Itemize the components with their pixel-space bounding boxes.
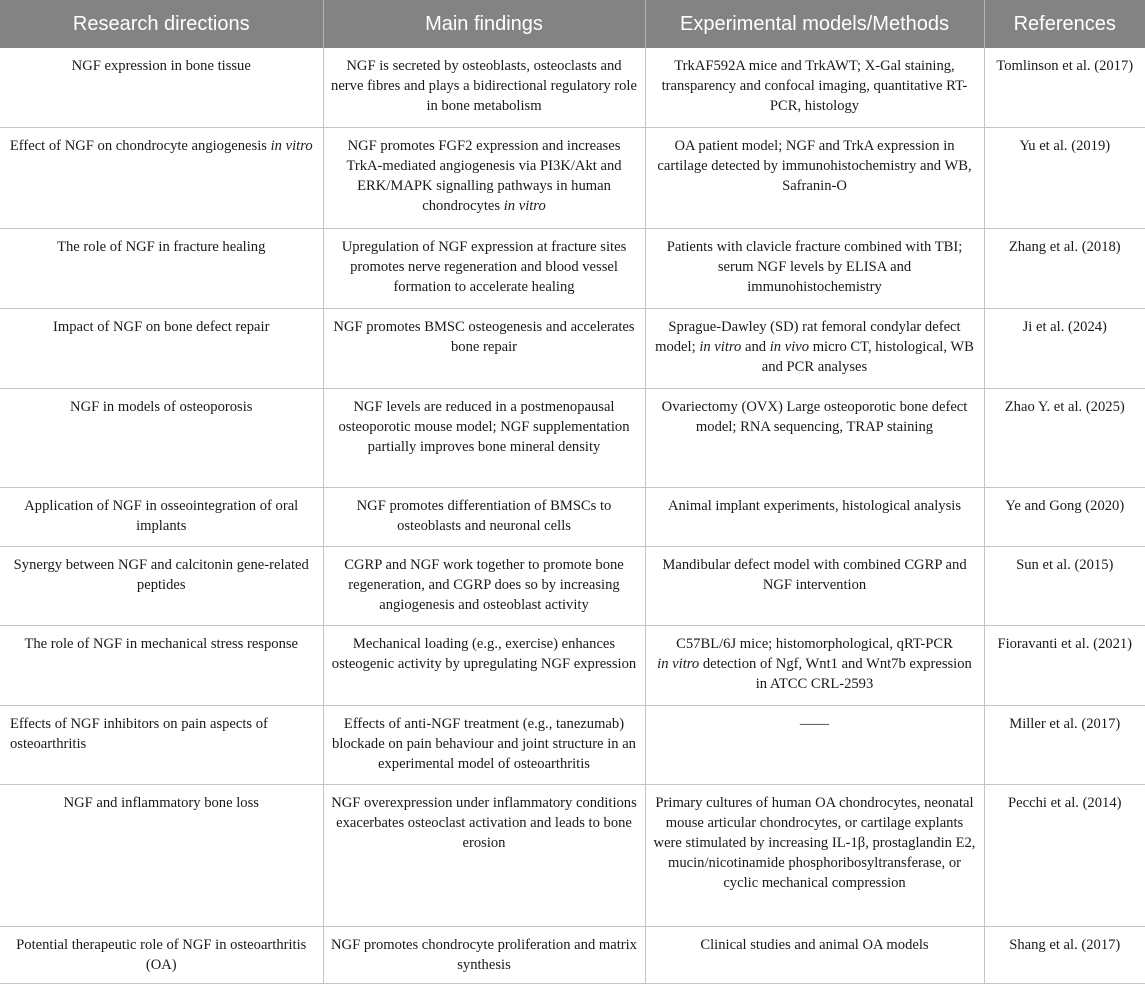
cell-methods-text: C57BL/6J mice; histomorphological, qRT-PCR bbox=[676, 635, 953, 652]
header-main-findings: Main findings bbox=[323, 0, 645, 48]
cell-methods: Clinical studies and animal OA models bbox=[645, 926, 984, 983]
cell-methods-text: detection of Ngf, Wnt1 and Wnt7b expression in ATCC CRL-2593 bbox=[702, 655, 972, 692]
cell-direction: The role of NGF in fracture healing bbox=[0, 228, 323, 308]
cell-methods: TrkAF592A mice and TrkAWT; X-Gal staining, transparency and confocal imaging, quantitative RT-PCR, histology bbox=[645, 48, 984, 127]
table-header bbox=[0, 0, 1145, 48]
cell-direction: NGF in models of osteoporosis bbox=[0, 388, 323, 487]
cell-direction: Application of NGF in osseointegration of oral implants bbox=[0, 487, 323, 546]
cell-direction bbox=[0, 127, 323, 228]
table-row bbox=[0, 926, 1145, 983]
cell-reference: Ji et al. (2024) bbox=[984, 308, 1145, 388]
header-references: References bbox=[984, 0, 1145, 48]
cell-reference: Yu et al. (2019) bbox=[984, 127, 1145, 228]
cell-reference: Zhao Y. et al. (2025) bbox=[984, 388, 1145, 487]
cell-findings: NGF promotes chondrocyte proliferation and matrix synthesis bbox=[323, 926, 645, 983]
cell-direction: NGF and inflammatory bone loss bbox=[0, 784, 323, 926]
table-row bbox=[0, 625, 1145, 705]
table-row bbox=[0, 487, 1145, 546]
cell-direction-text: Effect of NGF on chondrocyte angiogenesis bbox=[9, 137, 267, 154]
cell-reference: Fioravanti et al. (2021) bbox=[984, 625, 1145, 705]
header-experimental-methods: Experimental models/Methods bbox=[645, 0, 984, 48]
cell-reference: Sun et al. (2015) bbox=[984, 546, 1145, 625]
cell-methods: Mandibular defect model with combined CGRP and NGF intervention bbox=[645, 546, 984, 625]
table-row bbox=[0, 388, 1145, 487]
table-row bbox=[0, 228, 1145, 308]
cell-direction: Impact of NGF on bone defect repair bbox=[0, 308, 323, 388]
cell-direction: Potential therapeutic role of NGF in osteoarthritis (OA) bbox=[0, 926, 323, 983]
cell-findings: NGF levels are reduced in a postmenopausal osteoporotic mouse model; NGF supplementation partially improves bone mineral density bbox=[323, 388, 645, 487]
cell-findings: CGRP and NGF work together to promote bone regeneration, and CGRP does so by increasing angiogenesis and osteoblast activity bbox=[323, 546, 645, 625]
cell-reference: Ye and Gong (2020) bbox=[984, 487, 1145, 546]
cell-methods-text: micro CT, histological, WB and PCR analyses bbox=[761, 338, 974, 375]
cell-direction: Effects of NGF inhibitors on pain aspects of osteoarthritis bbox=[0, 705, 323, 784]
cell-findings: NGF promotes BMSC osteogenesis and accelerates bone repair bbox=[323, 308, 645, 388]
cell-methods: Patients with clavicle fracture combined with TBI; serum NGF levels by ELISA and immunohistochemistry bbox=[645, 228, 984, 308]
table-row bbox=[0, 308, 1145, 388]
cell-direction: Synergy between NGF and calcitonin gene-related peptides bbox=[0, 546, 323, 625]
cell-reference: Shang et al. (2017) bbox=[984, 926, 1145, 983]
cell-direction: NGF expression in bone tissue bbox=[0, 48, 323, 127]
cell-direction-italic: in vitro bbox=[270, 137, 313, 154]
cell-methods-text: Sprague-Dawley (SD) rat femoral condylar defect model; bbox=[655, 318, 961, 355]
cell-findings-text: NGF promotes FGF2 expression and increases TrkA-mediated angiogenesis via PI3K/Akt and ERK/MAPK signalling pathways in human chondrocytes bbox=[346, 137, 622, 214]
cell-methods: Animal implant experiments, histological analysis bbox=[645, 487, 984, 546]
cell-reference: Zhang et al. (2018) bbox=[984, 228, 1145, 308]
cell-methods: Primary cultures of human OA chondrocytes, neonatal mouse articular chondrocytes, or cartilage explants were stimulated by increasing IL-1β, prostaglandin E2, mucin/nicotinamide phosphoribosyltransferase, or cyclic mechanical compression bbox=[645, 784, 984, 926]
cell-findings bbox=[323, 127, 645, 228]
cell-findings: Effects of anti-NGF treatment (e.g., tanezumab) blockade on pain behaviour and joint structure in an experimental model of osteoarthritis bbox=[323, 705, 645, 784]
table-row bbox=[0, 705, 1145, 784]
cell-direction: The role of NGF in mechanical stress response bbox=[0, 625, 323, 705]
cell-findings: NGF is secreted by osteoblasts, osteoclasts and nerve fibres and plays a bidirectional regulatory role in bone metabolism bbox=[323, 48, 645, 127]
cell-findings: Upregulation of NGF expression at fracture sites promotes nerve regeneration and blood vessel formation to accelerate healing bbox=[323, 228, 645, 308]
cell-methods-text: and bbox=[745, 338, 767, 355]
cell-reference: Miller et al. (2017) bbox=[984, 705, 1145, 784]
cell-reference: Tomlinson et al. (2017) bbox=[984, 48, 1145, 127]
table-row bbox=[0, 48, 1145, 127]
cell-reference: Pecchi et al. (2014) bbox=[984, 784, 1145, 926]
cell-methods: Ovariectomy (OVX) Large osteoporotic bone defect model; RNA sequencing, TRAP staining bbox=[645, 388, 984, 487]
cell-methods-italic: in vitro bbox=[699, 338, 742, 355]
table-row bbox=[0, 784, 1145, 926]
cell-methods-italic: in vivo bbox=[769, 338, 810, 355]
cell-findings-italic: in vitro bbox=[503, 197, 546, 214]
cell-methods: OA patient model; NGF and TrkA expression in cartilage detected by immunohistochemistry and WB, Safranin-O bbox=[645, 127, 984, 228]
cell-methods-italic: in vitro bbox=[657, 655, 700, 672]
table-row bbox=[0, 127, 1145, 228]
header-research-directions: Research directions bbox=[0, 0, 323, 48]
cell-findings: Mechanical loading (e.g., exercise) enhances osteogenic activity by upregulating NGF expression bbox=[323, 625, 645, 705]
cell-findings: NGF overexpression under inflammatory conditions exacerbates osteoclast activation and leads to bone erosion bbox=[323, 784, 645, 926]
cell-methods bbox=[645, 308, 984, 388]
table-row bbox=[0, 546, 1145, 625]
cell-methods bbox=[645, 625, 984, 705]
cell-findings: NGF promotes differentiation of BMSCs to osteoblasts and neuronal cells bbox=[323, 487, 645, 546]
cell-methods: —— bbox=[645, 705, 984, 784]
